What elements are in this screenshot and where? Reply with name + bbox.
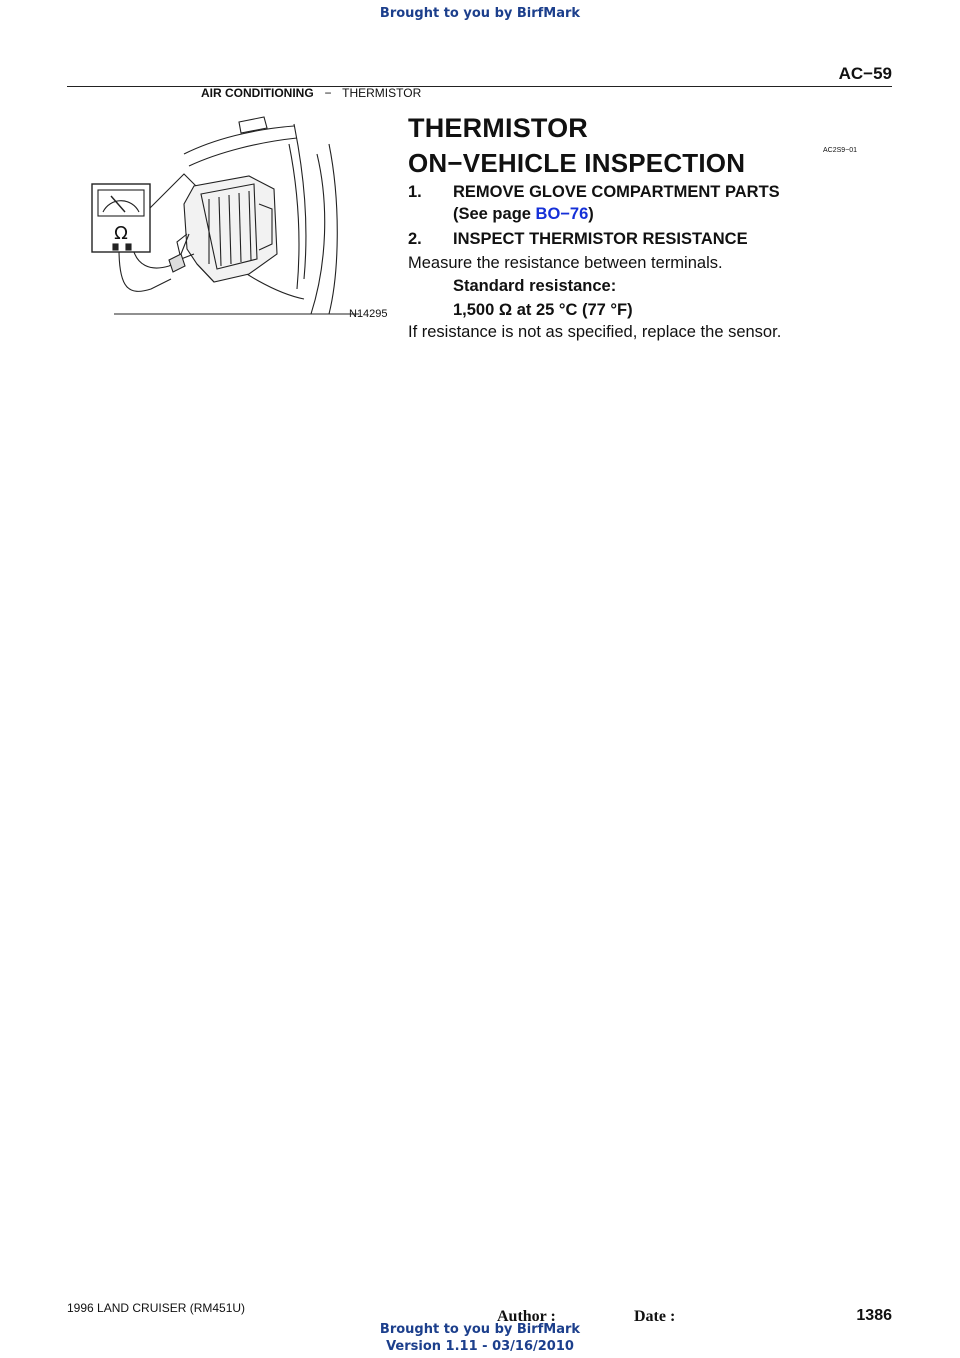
watermark-top: Brought to you by BirfMark [379, 6, 581, 21]
standard-label: Standard resistance: [453, 277, 617, 295]
ref-prefix: (See page [453, 205, 536, 223]
page-code: AC−59 [838, 64, 892, 83]
step-1-reference [453, 205, 594, 224]
running-head [201, 86, 421, 100]
section-title: ON−VEHICLE INSPECTION [408, 148, 746, 178]
step-1-text: REMOVE GLOVE COMPARTMENT PARTS [453, 183, 780, 201]
page-reference-link[interactable]: BO−76 [535, 205, 589, 223]
page-title: THERMISTOR [408, 113, 589, 143]
step-1-number: 1. [408, 183, 422, 201]
ohm-symbol: Ω [114, 223, 128, 244]
page-number: 1386 [856, 1307, 892, 1324]
blower-unit [177, 176, 277, 282]
step-2-text: INSPECT THERMISTOR RESISTANCE [453, 230, 748, 248]
watermark-version: Version 1.11 - 03/16/2010 [386, 1339, 574, 1354]
watermark-bottom: Brought to you by BirfMark [379, 1322, 581, 1337]
header-rule [67, 86, 892, 87]
ohmmeter [92, 184, 150, 252]
replacement-advice: If resistance is not as specified, replace the sensor. [408, 323, 782, 341]
measure-instruction: Measure the resistance between terminals. [408, 254, 723, 272]
subsection-name: THERMISTOR [342, 86, 422, 100]
vehicle-model: 1996 LAND CRUISER (RM451U) [67, 1301, 246, 1315]
standard-value: 1,500 Ω at 25 °C (77 °F) [453, 301, 633, 319]
ref-suffix: ) [588, 205, 594, 223]
ohmmeter-illustration [89, 114, 389, 326]
date-label: Date : [634, 1308, 676, 1325]
step-2-number: 2. [408, 230, 422, 248]
author-label: Author : [497, 1308, 556, 1325]
figure-code: N14295 [349, 308, 388, 320]
section-separator: − [324, 86, 332, 100]
section-name: AIR CONDITIONING [201, 86, 314, 100]
document-id: AC2S9−01 [823, 147, 858, 154]
